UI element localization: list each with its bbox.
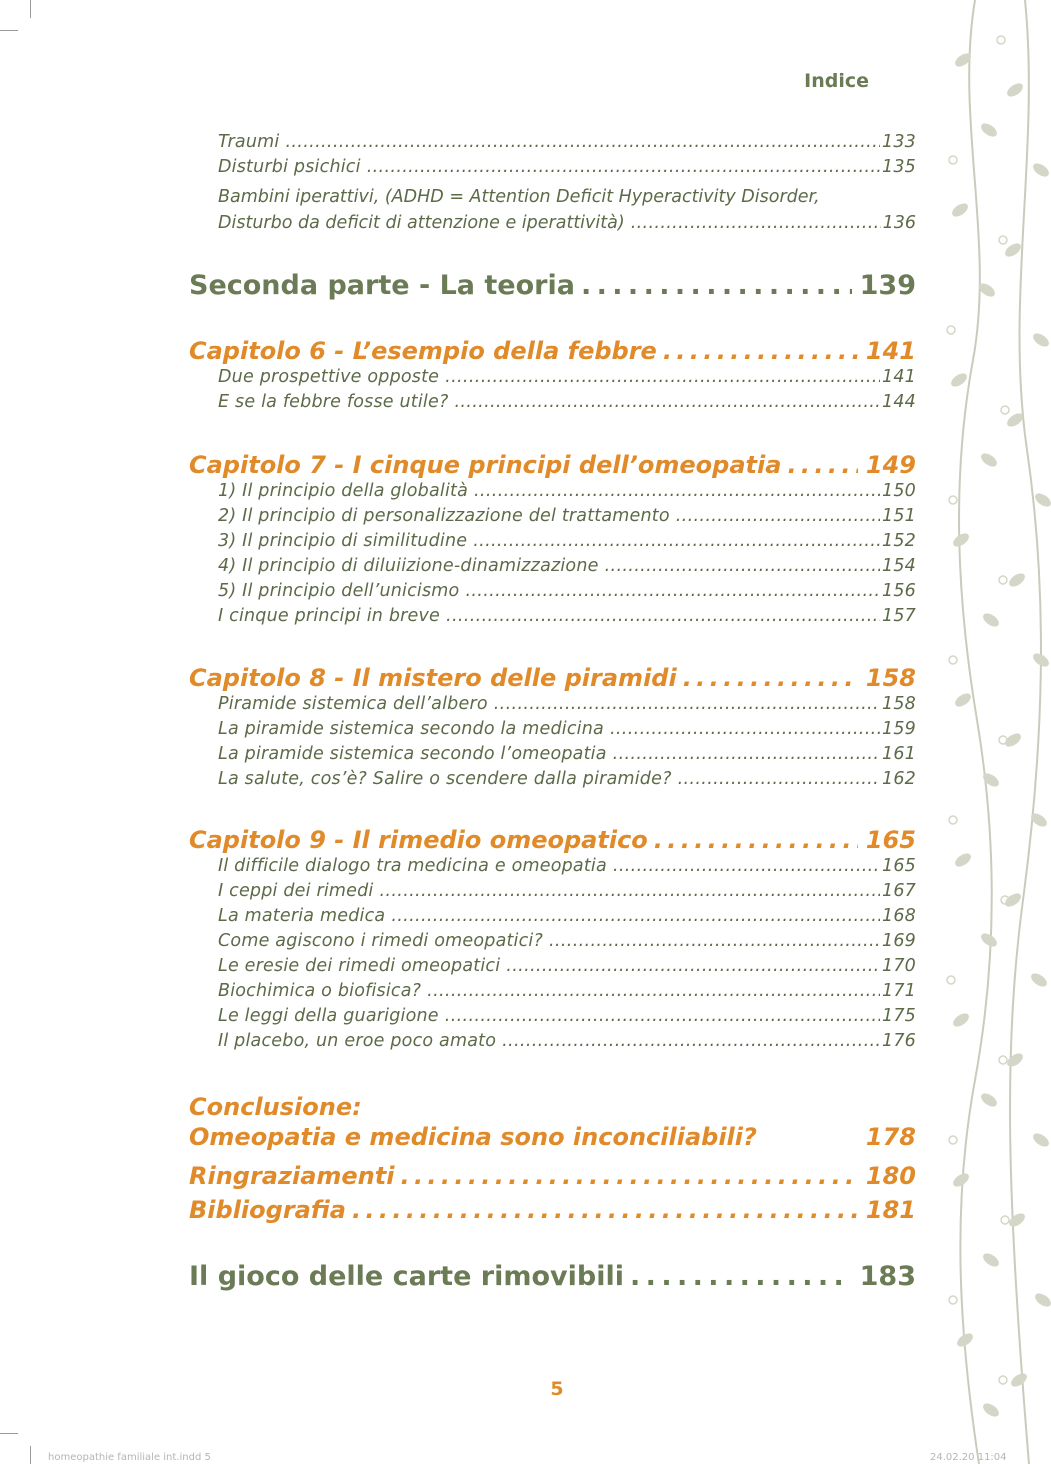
toc-entry-title: Il placebo, un eroe poco amato (218, 1031, 497, 1051)
vine-border-decoration (945, 0, 1051, 1464)
dot-leader (610, 719, 880, 739)
toc-entry-title: Come agiscono i rimedi omeopatici? (218, 931, 543, 951)
toc-entry-title: Le leggi della guarigione (218, 1006, 439, 1026)
toc-entry[interactable] (218, 906, 916, 926)
toc-entry-page: 161 (881, 744, 916, 764)
toc-bibliography[interactable] (189, 1196, 916, 1224)
toc-entry-title: La piramide sistemica secondo l’omeopatia (218, 744, 607, 764)
toc-entry-title-line1: Bambini iperattivi, (ADHD = Attention Deficit Hyperactivity Disorder, (218, 187, 820, 207)
toc-entry-page: 150 (881, 481, 916, 501)
toc-entry[interactable] (218, 556, 916, 576)
toc-entry[interactable] (218, 531, 916, 551)
table-of-contents (189, 0, 916, 1464)
toc-entry[interactable] (218, 694, 916, 714)
toc-entry-title: E se la febbre fosse utile? (218, 392, 449, 412)
toc-chapter-page: 158 (865, 664, 916, 692)
toc-entry[interactable] (218, 392, 916, 412)
toc-entry-title: Piramide sistemica dell’albero (218, 694, 488, 714)
toc-entry-title: 5) Il principio dell’unicismo (218, 581, 460, 601)
dot-leader (663, 337, 858, 365)
dot-leader (683, 664, 858, 692)
toc-entry-page: 162 (881, 769, 916, 789)
toc-entry-page: 159 (881, 719, 916, 739)
running-header: Indice (804, 70, 869, 92)
toc-entry[interactable] (218, 132, 916, 152)
toc-entry[interactable] (218, 606, 916, 626)
toc-cards-heading[interactable] (189, 1261, 916, 1292)
toc-chapter-heading[interactable] (189, 664, 916, 692)
dot-leader (473, 531, 880, 551)
toc-entry[interactable] (218, 506, 916, 526)
toc-conclusion-label: Conclusione: (189, 1093, 362, 1121)
dot-leader (502, 1031, 880, 1051)
dot-leader (506, 956, 880, 976)
toc-entry[interactable] (218, 856, 916, 876)
toc-chapter-page: 141 (865, 337, 916, 365)
toc-chapter-page: 149 (865, 451, 916, 479)
toc-chapter-heading[interactable] (189, 451, 916, 479)
crop-mark (0, 1433, 18, 1434)
toc-entry-title: 4) Il principio di diluiizione-dinamizzazione (218, 556, 599, 576)
toc-part-title: Seconda parte - La teoria (189, 270, 575, 301)
toc-conclusion-heading[interactable] (189, 1093, 916, 1151)
toc-entry[interactable] (218, 157, 916, 177)
dot-leader (549, 931, 880, 951)
toc-chapter-title: Capitolo 8 - Il mistero delle piramidi (189, 664, 677, 692)
dot-leader (285, 132, 880, 152)
toc-entry-page: 175 (881, 1006, 916, 1026)
toc-entry-page: 133 (881, 132, 916, 152)
print-slug-right: 24.02.20 11:04 (930, 1452, 1007, 1463)
dot-leader (654, 826, 858, 854)
toc-entry-title-line2: Disturbo da deficit di attenzione e iperattività) (218, 213, 625, 233)
toc-part-page: 139 (859, 270, 916, 301)
dot-leader (787, 451, 857, 479)
toc-entry-page: 158 (881, 694, 916, 714)
toc-entry-title: La salute, cos’è? Salire o scendere dalla piramide? (218, 769, 672, 789)
dot-leader (676, 506, 880, 526)
crop-mark (30, 1446, 31, 1464)
toc-entry-title: Disturbi psichici (218, 157, 361, 177)
toc-entry-title: 3) Il principio di similitudine (218, 531, 468, 551)
toc-entry[interactable] (218, 1006, 916, 1026)
dot-leader (454, 392, 880, 412)
dot-leader (613, 744, 880, 764)
toc-entry[interactable] (218, 744, 916, 764)
dot-leader (631, 210, 881, 236)
toc-entry-title: Traumi (218, 132, 280, 152)
dot-leader (678, 769, 880, 789)
toc-entry-page: 152 (881, 531, 916, 551)
toc-entry[interactable] (218, 481, 916, 501)
toc-entry[interactable] (218, 881, 916, 901)
page-number: 5 (550, 1378, 564, 1400)
toc-entry-page: 144 (881, 392, 916, 412)
toc-chapter-title: Capitolo 7 - I cinque principi dell’omeopatia (189, 451, 782, 479)
dot-leader (380, 881, 880, 901)
toc-cards-title: Il gioco delle carte rimovibili (189, 1261, 625, 1292)
toc-part-heading[interactable] (189, 270, 916, 301)
dot-leader (605, 556, 880, 576)
toc-entry-title: Due prospettive opposte (218, 367, 440, 387)
toc-entry-page: 167 (881, 881, 916, 901)
toc-entry-page: 154 (881, 556, 916, 576)
toc-entry-title: 2) Il principio di personalizzazione del trattamento (218, 506, 670, 526)
toc-entry-page: 176 (881, 1031, 916, 1051)
dot-leader (445, 1006, 880, 1026)
toc-acknowledgements[interactable] (189, 1162, 916, 1190)
toc-entry[interactable] (218, 769, 916, 789)
toc-chapter-page: 165 (865, 826, 916, 854)
dot-leader (352, 1196, 858, 1224)
toc-bibliography-page: 181 (865, 1196, 916, 1224)
toc-chapter-heading[interactable] (189, 337, 916, 365)
print-slug-left: homeopathie familiale int.indd 5 (48, 1452, 211, 1463)
toc-cards-page: 183 (859, 1261, 916, 1292)
toc-entry[interactable] (218, 931, 916, 951)
toc-entry-page: 136 (882, 213, 916, 233)
toc-entry-title: I ceppi dei rimedi (218, 881, 374, 901)
toc-conclusion-page: 178 (865, 1123, 916, 1151)
toc-entry[interactable] (218, 981, 916, 1001)
toc-bibliography-title: Bibliografia (189, 1196, 346, 1224)
toc-acknowledgements-page: 180 (865, 1162, 916, 1190)
toc-entry-title: Biochimica o biofisica? (218, 981, 422, 1001)
dot-leader (630, 1261, 852, 1292)
toc-entry[interactable] (218, 956, 916, 976)
toc-entry-title: La piramide sistemica secondo la medicina (218, 719, 604, 739)
toc-entry-page: 151 (881, 506, 916, 526)
toc-entry-page: 141 (881, 367, 916, 387)
toc-entry-page: 135 (881, 157, 916, 177)
dot-leader (445, 367, 880, 387)
toc-chapter-title: Capitolo 6 - L’esempio della febbre (189, 337, 657, 365)
toc-acknowledgements-title: Ringraziamenti (189, 1162, 395, 1190)
dot-leader (400, 1162, 857, 1190)
dot-leader (427, 981, 880, 1001)
toc-chapter-heading[interactable] (189, 826, 916, 854)
toc-entry-page: 170 (881, 956, 916, 976)
dot-leader (446, 606, 880, 626)
toc-entry-page: 157 (881, 606, 916, 626)
toc-conclusion-title: Omeopatia e medicina sono inconciliabili? (189, 1123, 757, 1151)
toc-entry-title: I cinque principi in breve (218, 606, 441, 626)
toc-entry[interactable] (218, 581, 916, 601)
dot-leader (494, 694, 880, 714)
dot-leader (465, 581, 880, 601)
crop-mark (0, 30, 18, 31)
dot-leader (613, 856, 880, 876)
toc-entry-title: La materia medica (218, 906, 386, 926)
dot-leader (474, 481, 880, 501)
crop-mark (30, 0, 31, 18)
toc-entry-page: 171 (881, 981, 916, 1001)
dot-leader (391, 906, 880, 926)
dot-leader (581, 270, 852, 301)
toc-entry[interactable] (218, 719, 916, 739)
toc-entry[interactable] (218, 1031, 916, 1051)
toc-entry-page: 168 (881, 906, 916, 926)
toc-entry-title: Il difficile dialogo tra medicina e omeopatia (218, 856, 607, 876)
toc-chapter-title: Capitolo 9 - Il rimedio omeopatico (189, 826, 648, 854)
toc-entry-page: 156 (881, 581, 916, 601)
toc-entry-page: 165 (881, 856, 916, 876)
toc-entry-page: 169 (881, 931, 916, 951)
dot-leader (367, 157, 880, 177)
toc-entry-multiline[interactable] (218, 184, 916, 236)
toc-entry[interactable] (218, 367, 916, 387)
toc-entry-title: 1) Il principio della globalità (218, 481, 468, 501)
toc-entry-title: Le eresie dei rimedi omeopatici (218, 956, 501, 976)
